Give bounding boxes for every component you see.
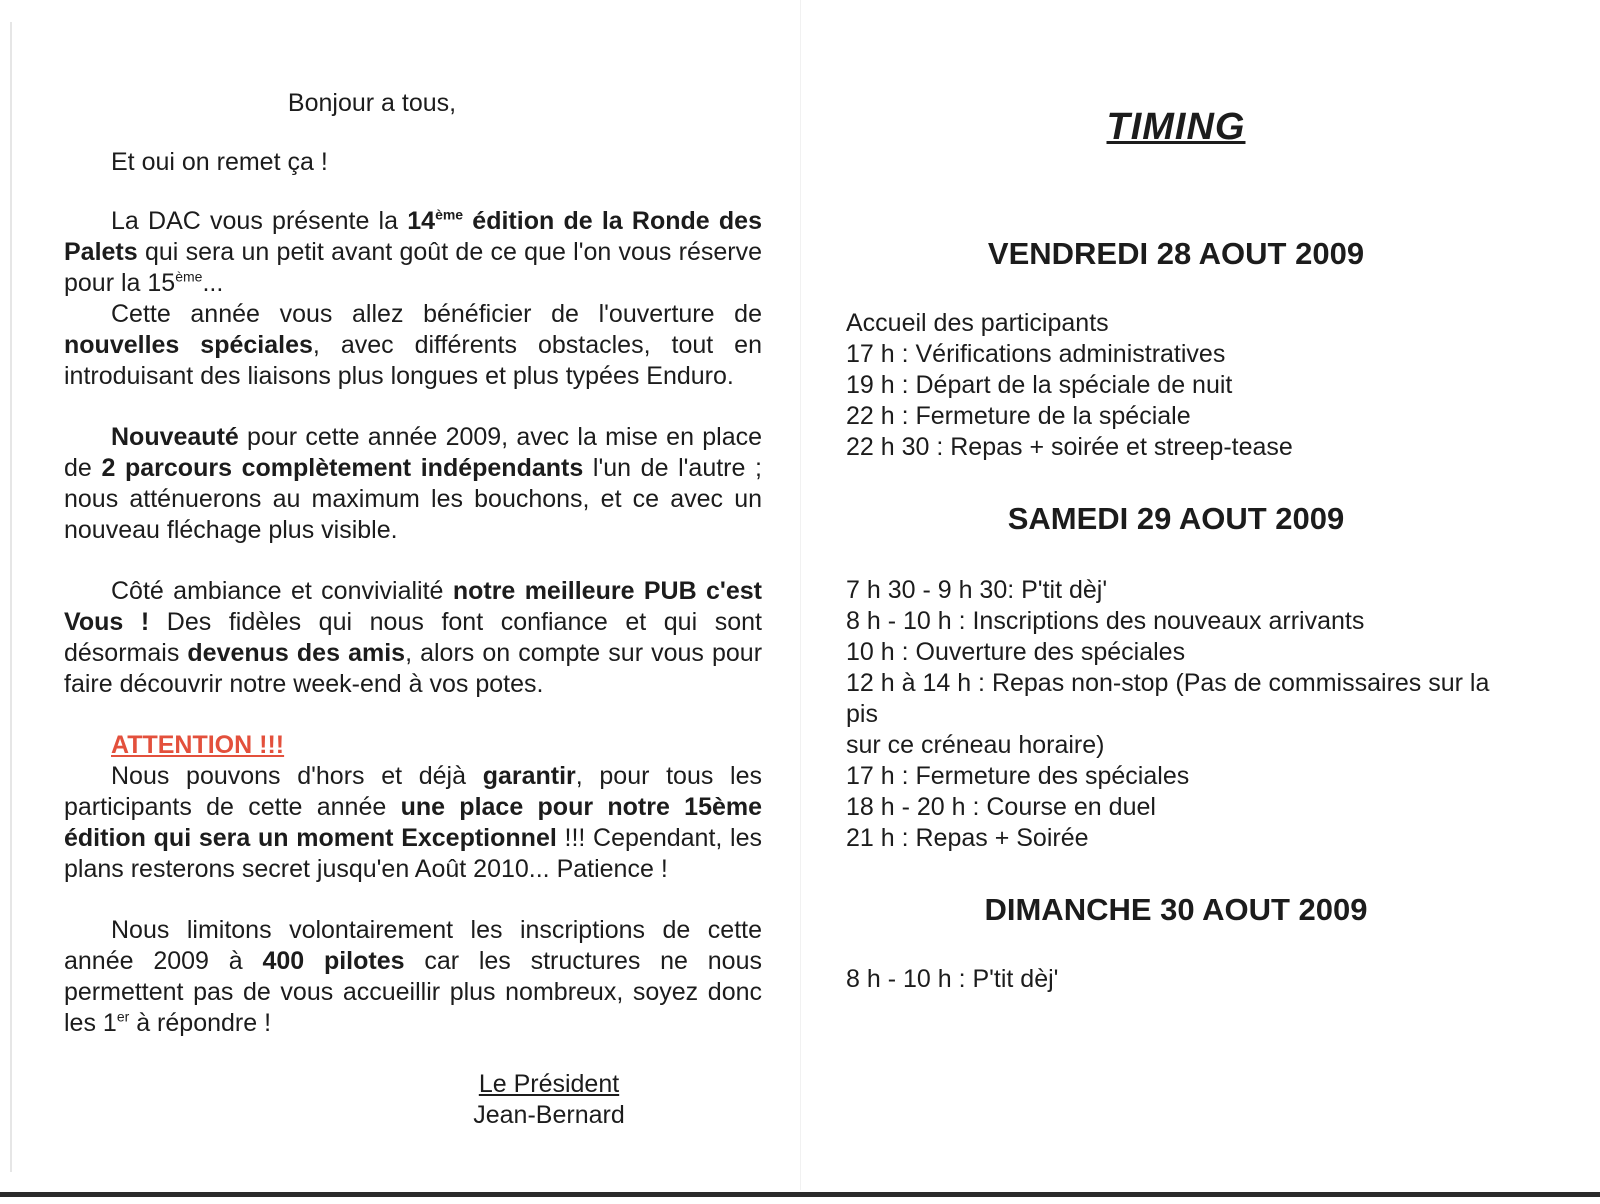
schedule-item: 19 h : Départ de la spéciale de nuit <box>846 371 1233 399</box>
bold-text: une place pour notre 15ème édition qui sera un moment Exceptionnel <box>64 793 763 852</box>
fold-line <box>800 0 801 1190</box>
day-heading-friday: VENDREDI 28 AOUT 2009 <box>987 236 1365 271</box>
timing-title: TIMING <box>1106 106 1246 148</box>
bold-text: devenus des amis <box>187 639 406 667</box>
greeting: Bonjour a tous, <box>287 89 457 117</box>
schedule-item: 7 h 30 - 9 h 30: P'tit dèj' <box>846 576 1108 604</box>
bold-text: 2 parcours complètement indépendants <box>101 454 584 482</box>
bold-text: Nouveauté <box>111 423 239 451</box>
schedule-item: 17 h : Vérifications administratives <box>846 340 1226 368</box>
bottom-rule <box>0 1192 1600 1197</box>
schedule-item: 22 h : Fermeture de la spéciale <box>846 402 1191 430</box>
schedule-item: sur ce créneau horaire) <box>846 731 1105 759</box>
paragraph-edition <box>64 206 762 299</box>
text-run: ... <box>202 269 224 297</box>
schedule-item: 22 h 30 : Repas + soirée et streep-tease <box>846 433 1293 461</box>
text-run: !!! Cependant, les plans resterons secret jusqu'en Août 2010... Patience ! <box>64 824 763 883</box>
bold-text: nouvelles spéciales <box>64 331 313 359</box>
schedule-item: 17 h : Fermeture des spéciales <box>846 762 1190 790</box>
edition-number: 14 <box>407 207 436 235</box>
page-edge <box>10 22 12 1172</box>
bold-text: 400 pilotes <box>262 947 405 975</box>
day-heading-sunday: DIMANCHE 30 AOUT 2009 <box>984 892 1368 927</box>
letter-column <box>64 88 762 1131</box>
text-run: , pour tous les participants de cette année <box>64 762 762 821</box>
paragraph-ambiance <box>64 576 762 700</box>
attention-heading <box>64 730 762 761</box>
text-run: , avec différents obstacles, tout en introduisant des liaisons plus longues et plus typées Enduro. <box>64 331 762 390</box>
signature-name: Jean-Bernard <box>473 1101 625 1129</box>
paragraph-guarantee <box>64 761 762 885</box>
text-run: qui sera un petit avant goût de ce que l'on vous réserve pour la 15 <box>64 238 762 297</box>
text-run: Nous pouvons d'hors et déjà <box>111 762 483 790</box>
text-run: , alors on compte sur vous pour faire découvrir notre week-end à vos potes. <box>64 639 763 698</box>
text-run: l'un de l'autre ; nous atténuerons au maximum les bouchons, et ce avec un nouveau fléchage plus visible. <box>64 454 762 544</box>
schedule-item: 12 h à 14 h : Repas non-stop (Pas de commissaires sur la pis <box>846 669 1490 728</box>
attention-label: ATTENTION !!! <box>111 731 285 759</box>
schedule-saturday <box>846 575 1586 854</box>
paragraph-limit <box>64 915 762 1039</box>
superscript: er <box>116 1008 130 1025</box>
text-run: La DAC vous présente la <box>111 207 408 235</box>
schedule-sunday <box>846 964 1586 995</box>
edition-title: édition de la Ronde des Palets <box>64 207 762 266</box>
text-run: à répondre ! <box>129 1009 272 1037</box>
schedule-friday <box>846 308 1586 463</box>
schedule-item: 8 h - 10 h : Inscriptions des nouveaux arrivants <box>846 607 1365 635</box>
signature-title: Le Président <box>478 1070 620 1098</box>
day-heading-saturday: SAMEDI 29 AOUT 2009 <box>1007 501 1345 536</box>
superscript: ème <box>435 206 464 223</box>
text-run: Côté ambiance et convivialité <box>111 577 453 605</box>
text-run: Des fidèles qui nous font confiance et qui sont désormais <box>64 608 762 667</box>
schedule-item: 8 h - 10 h : P'tit dèj' <box>846 965 1059 993</box>
text-run: Cette année vous allez bénéficier de l'ouverture de <box>111 300 762 328</box>
signature-block <box>364 1069 734 1131</box>
schedule-item: 21 h : Repas + Soirée <box>846 824 1089 852</box>
schedule-item: 10 h : Ouverture des spéciales <box>846 638 1186 666</box>
bold-text: notre meilleure PUB c'est Vous ! <box>64 577 762 636</box>
schedule-item: Accueil des participants <box>846 309 1109 337</box>
paragraph-novelty <box>64 422 762 546</box>
paragraph-specials <box>64 299 762 392</box>
text-run: pour cette année 2009, avec la mise en place de <box>64 423 762 482</box>
text-run: car les structures ne nous permettent pas de vous accueillir plus nombreux, soyez donc les 1 <box>64 947 762 1037</box>
intro-line: Et oui on remet ça ! <box>111 148 328 176</box>
bold-text: garantir <box>482 762 576 790</box>
schedule-item: 18 h - 20 h : Course en duel <box>846 793 1156 821</box>
superscript: ème <box>175 268 203 285</box>
timing-column <box>846 104 1586 995</box>
text-run: Nous limitons volontairement les inscriptions de cette année 2009 à <box>64 916 762 975</box>
